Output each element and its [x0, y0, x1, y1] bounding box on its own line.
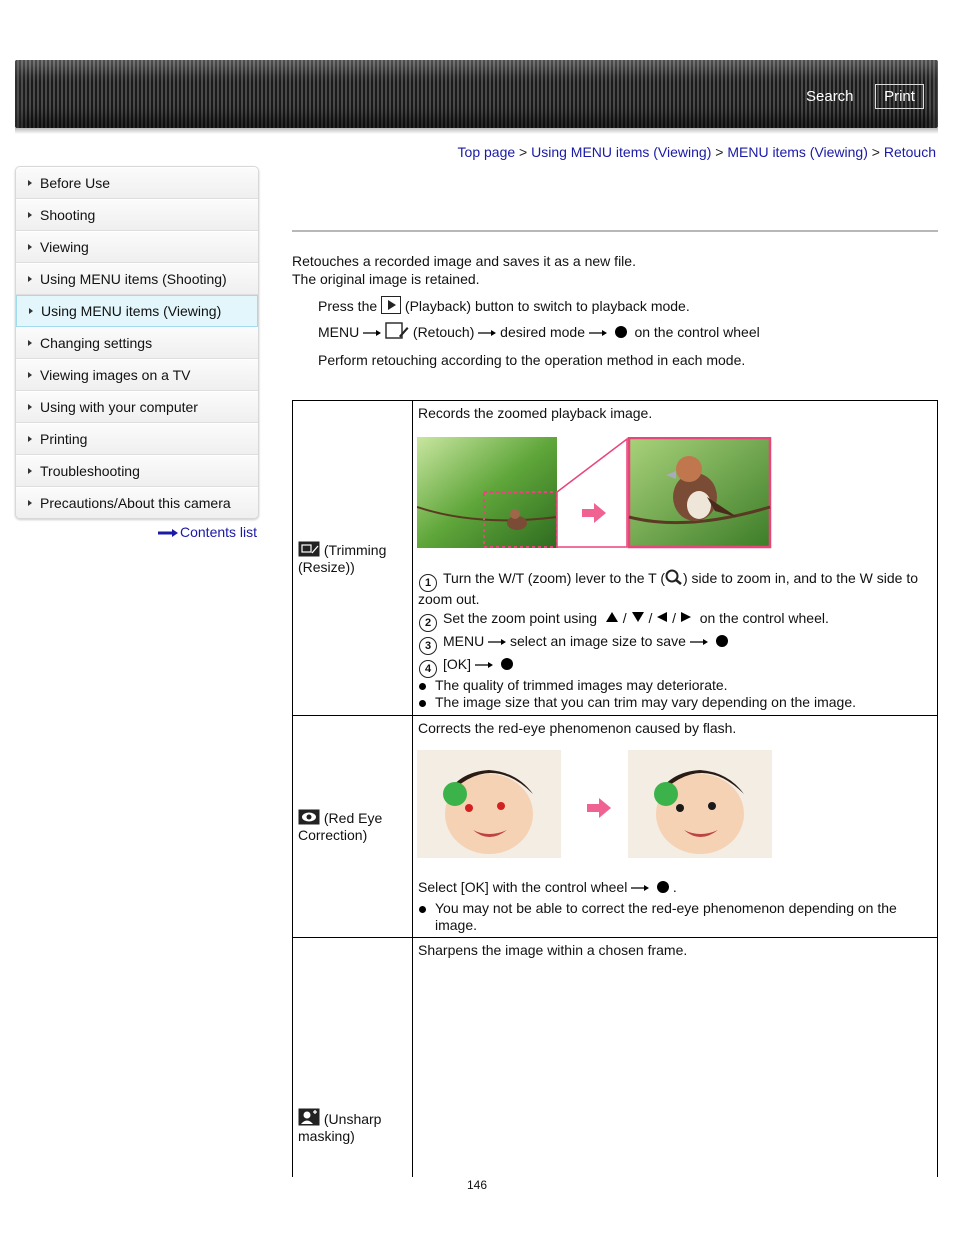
print-button[interactable]: Print: [875, 84, 924, 109]
trimming-note-1-text: The quality of trimmed images may deteriorate.: [435, 677, 728, 693]
sidebar-item-menu-viewing[interactable]: [16, 295, 258, 327]
trimming-illustration: [417, 437, 773, 549]
center-button-icon: [716, 635, 728, 647]
unsharp-mode-name: [298, 1108, 381, 1145]
arrow-right-icon: [690, 638, 708, 646]
triangle-right-icon: [28, 244, 32, 250]
sidebar-item-precautions[interactable]: [16, 487, 258, 518]
arrow-right-icon: [631, 884, 649, 892]
sidebar-item-label: Using MENU items (Viewing): [41, 303, 222, 319]
center-button-icon: [501, 658, 513, 670]
arrow-down-icon: [631, 611, 645, 623]
sidebar-item-label: Viewing: [40, 239, 89, 255]
sidebar-item-label: Using MENU items (Shooting): [40, 271, 227, 287]
trimming-mode-name: [298, 541, 386, 576]
number-3-icon: 3: [419, 637, 437, 655]
sidebar-nav: [15, 166, 259, 519]
center-button-icon: [657, 881, 669, 893]
trimming-step-3-text-2: select an image size to save: [510, 633, 686, 649]
triangle-right-icon: [28, 500, 32, 506]
sidebar-item-label: Printing: [40, 431, 88, 447]
trimming-icon: [298, 541, 320, 557]
arrow-right-icon: [475, 661, 493, 669]
breadcrumb-menu-items-viewing[interactable]: MENU items (Viewing): [727, 144, 868, 160]
playback-icon: [381, 296, 401, 314]
red-eye-note-cont: image.: [435, 917, 478, 933]
step-2-menu: MENU: [318, 324, 360, 340]
arrow-up-icon: [605, 611, 619, 623]
unsharp-name-line-2: masking): [298, 1128, 355, 1144]
number-4-icon: 4: [419, 660, 437, 678]
sidebar-item-label: Shooting: [40, 207, 96, 223]
arrow-right-icon: [589, 329, 607, 337]
red-eye-name-line-1: (Red Eye: [323, 810, 383, 826]
contents-list-link[interactable]: [158, 524, 257, 540]
arrow-right-icon: [478, 329, 496, 337]
trimming-step-4-text: [OK]: [443, 656, 472, 672]
number-2-icon: 2: [419, 614, 437, 632]
breadcrumb: [458, 144, 936, 160]
sidebar-item-viewing[interactable]: [16, 231, 258, 263]
triangle-right-icon: [28, 276, 32, 282]
sidebar-item-changing-settings[interactable]: [16, 327, 258, 359]
trimming-step-1: [419, 569, 918, 592]
step-3: Perform retouching according to the operation method in each mode.: [318, 352, 746, 368]
sidebar-item-label: Troubleshooting: [40, 463, 140, 479]
red-eye-icon: [298, 809, 320, 825]
arrow-right-icon: [363, 329, 381, 337]
step-1-text: Press the: [318, 298, 378, 314]
red-eye-note-text: You may not be able to correct the red-eye phenomenon depending on the: [435, 900, 897, 916]
sidebar-item-computer[interactable]: [16, 391, 258, 423]
sidebar-item-label: Before Use: [40, 175, 111, 191]
sidebar-item-label: Changing settings: [40, 335, 153, 351]
breadcrumb-using-menu-viewing[interactable]: Using MENU items (Viewing): [531, 144, 712, 160]
breadcrumb-separator: >: [715, 144, 724, 160]
sidebar-item-label: Using with your computer: [40, 399, 198, 415]
step-2-end: on the control wheel: [634, 324, 760, 340]
trimming-step-3-text: MENU: [443, 633, 485, 649]
intro-line-2: The original image is retained.: [292, 271, 480, 287]
page-number: 146: [467, 1178, 488, 1192]
arrow-right-icon: [158, 529, 178, 537]
trimming-name-line-1: (Trimming: [323, 542, 387, 558]
triangle-right-icon: [29, 308, 33, 314]
trimming-step-2: 2 Set the zoom point using / / / on the control wheel.: [419, 610, 829, 632]
breadcrumb-top-page[interactable]: Top page: [457, 144, 516, 160]
red-eye-note: [419, 900, 897, 916]
arrow-left-icon: [656, 611, 668, 623]
trimming-step-4: [419, 656, 513, 678]
red-eye-name-line-2: Correction): [298, 827, 368, 843]
sidebar-item-label: Viewing images on a TV: [40, 367, 191, 383]
triangle-right-icon: [28, 340, 32, 346]
contents-list-label: Contents list: [180, 524, 258, 540]
intro-line-1: Retouches a recorded image and saves it as a new file.: [292, 253, 636, 269]
trimming-note-2-text: The image size that you can trim may vary depending on the image.: [435, 694, 856, 710]
sidebar-item-viewing-tv[interactable]: [16, 359, 258, 391]
number-1-icon: 1: [419, 574, 437, 592]
sidebar-item-printing[interactable]: [16, 423, 258, 455]
unsharp-description: Sharpens the image within a chosen frame.: [418, 942, 688, 958]
table-row-unsharp: [292, 937, 938, 1177]
trimming-step-2-text: Set the zoom point using: [443, 610, 598, 626]
sidebar-item-troubleshooting[interactable]: [16, 455, 258, 487]
trimming-step-1-text: Turn the W/T (zoom) lever to the T (: [443, 570, 665, 586]
column-divider: [412, 401, 413, 715]
trimming-step-2-text-2: on the control wheel.: [699, 610, 829, 626]
trimming-step-3: [419, 633, 728, 655]
red-eye-instruction-text: Select [OK] with the control wheel: [418, 879, 628, 895]
breadcrumb-separator: >: [871, 144, 880, 160]
sidebar-item-menu-shooting[interactable]: [16, 263, 258, 295]
trimming-name-line-2: (Resize)): [298, 559, 355, 575]
sidebar-item-shooting[interactable]: [16, 199, 258, 231]
triangle-right-icon: [28, 212, 32, 218]
unsharp-name-line-1: (Unsharp: [323, 1111, 382, 1127]
sidebar-item-label: Precautions/About this camera: [40, 495, 231, 511]
triangle-right-icon: [28, 468, 32, 474]
title-divider: [292, 230, 938, 232]
step-2-retouch: (Retouch): [412, 324, 475, 340]
trimming-note-2: [419, 694, 856, 710]
center-button-icon: [615, 326, 627, 338]
column-divider: [412, 716, 413, 937]
step-2: [318, 322, 760, 340]
step-1-text-2: (Playback) button to switch to playback mode.: [404, 298, 690, 314]
red-eye-mode-name: [298, 809, 382, 844]
red-eye-instruction: Select [OK] with the control wheel .: [418, 879, 677, 895]
header-bar: [15, 60, 938, 128]
breadcrumb-retouch[interactable]: Retouch: [883, 144, 936, 160]
zoom-icon: [665, 569, 683, 585]
step-2-mode: desired mode: [500, 324, 585, 340]
triangle-right-icon: [28, 436, 32, 442]
triangle-right-icon: [28, 372, 32, 378]
table-row-red-eye: [292, 715, 938, 938]
triangle-right-icon: [28, 404, 32, 410]
column-divider: [412, 938, 413, 1177]
red-eye-description: Corrects the red-eye phenomenon caused by flash.: [418, 720, 737, 736]
trimming-note-1: [419, 677, 728, 693]
unsharp-masking-icon: [298, 1108, 320, 1126]
search-link[interactable]: Search: [806, 88, 854, 105]
retouch-icon: [385, 322, 409, 340]
arrow-right-icon: [680, 611, 692, 623]
breadcrumb-separator: >: [519, 144, 528, 160]
triangle-right-icon: [28, 180, 32, 186]
table-row-trimming: [292, 400, 938, 716]
trimming-step-1-text-2: ) side to zoom in, and to the W side to: [683, 570, 919, 586]
arrow-right-icon: [488, 638, 506, 646]
red-eye-illustration: [417, 750, 773, 858]
step-1: [318, 296, 690, 314]
trimming-step-1-cont: zoom out.: [418, 591, 480, 607]
sidebar-item-before-use[interactable]: [16, 167, 258, 199]
trimming-description: Records the zoomed playback image.: [418, 405, 653, 421]
